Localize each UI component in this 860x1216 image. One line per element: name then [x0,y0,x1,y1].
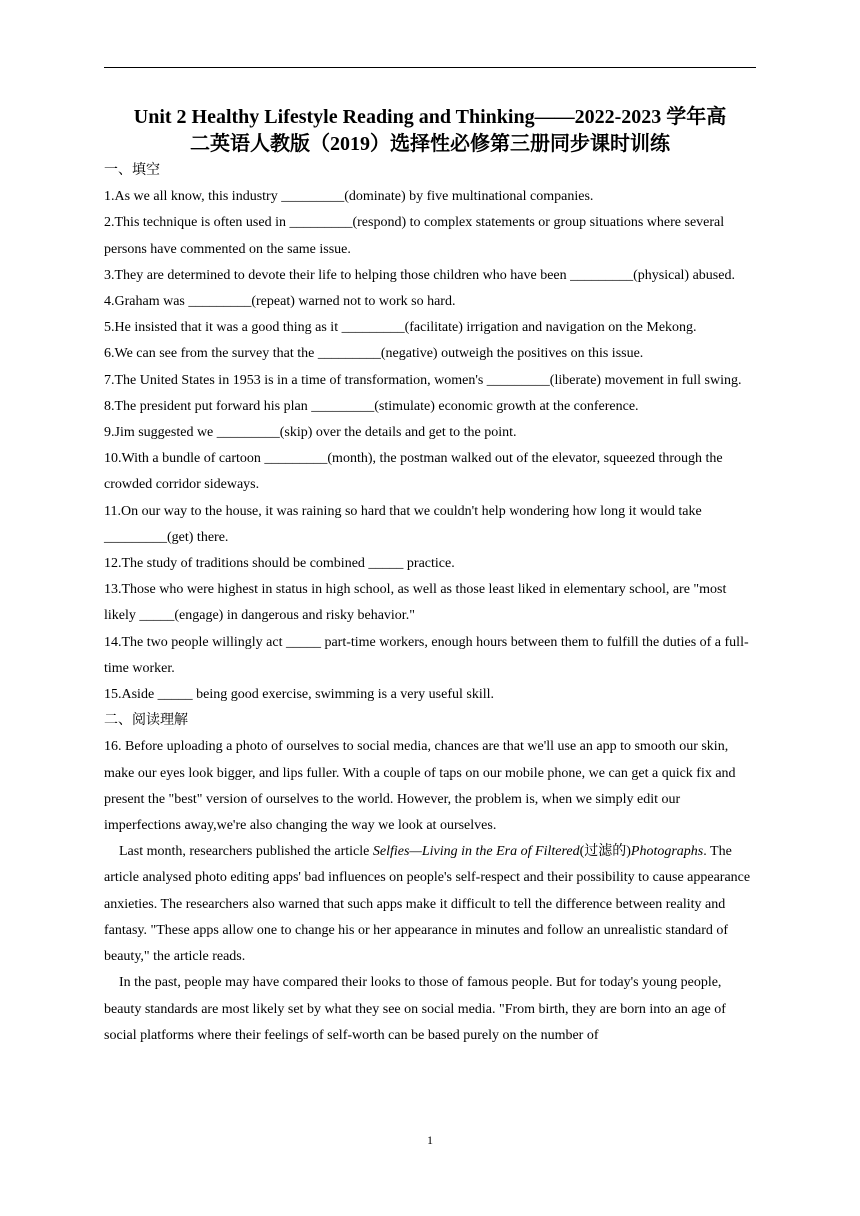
question-item-10: 10.With a bundle of cartoon _________(month), the postman walked out of the elevator, squeezed through the crowded corridor sideways. [104,451,723,493]
question-item-6: 6.We can see from the survey that the _________(negative) outweigh the positives on this issue. [104,346,644,362]
reading-paragraph-2 [104,839,756,970]
title-line-1: Unit 2 Healthy Lifestyle Reading and Thinking——2022-2023 学年高 [133,106,727,128]
question-item-15: 15.Aside _____ being good exercise, swimming is a very useful skill. [104,687,494,703]
question-item-9: 9.Jim suggested we _________(skip) over the details and get to the point. [104,425,517,441]
article-title-end: Photographs [630,844,704,860]
question-item-8: 8.The president put forward his plan _________(stimulate) economic growth at the conference. [104,398,639,414]
reading-paragraph-3: In the past, people may have compared their looks to those of famous people. But for today's young people, beauty standards are most likely set by what they see on social media. "From birth, they are born into an age of social platforms where their feelings of self-worth can be based purely on the number of [104,975,726,1043]
question-item-14: 14.The two people willingly act _____ part-time workers, enough hours between them to fulfill the duties of a full-time worker. [104,634,749,676]
question-item-1: 1.As we all know, this industry _________(dominate) by five multinational companies. [104,189,594,205]
question-item-4: 4.Graham was _________(repeat) warned not to work so hard. [104,294,456,310]
document-body [104,158,756,1049]
question-item-5: 5.He insisted that it was a good thing as it _________(facilitate) irrigation and navigation on the Mekong. [104,320,697,336]
article-title: Selfies—Living in the Era of Filtered [372,844,580,860]
paragraph-text: Last month, researchers published the article [119,844,373,860]
question-item-3: 3.They are determined to devote their life to helping those children who have been _________(physical) abused. [104,267,735,283]
header-rule [104,67,756,68]
paragraph-text: . The article analysed photo editing apps' bad influences on people's self-respect and their possibility to cause appearance anxieties. The researchers also warned that such apps make it difficult to tell the difference between reality and fantasy. "These apps allow one to change his or her appearance in minutes and follow an unrealistic standard of beauty," the article reads. [104,844,751,965]
gloss-note: (过滤的) [579,844,631,860]
section-heading-fill-in: 一、填空 [104,163,160,178]
question-item-12: 12.The study of traditions should be combined _____ practice. [104,556,455,572]
question-item-7: 7.The United States in 1953 is in a time of transformation, women's _________(liberate) movement in full swing. [104,372,742,388]
question-item-2: 2.This technique is often used in _________(respond) to complex statements or group situations where several persons have commented on the same issue. [104,215,725,257]
reading-paragraph-1: 16. Before uploading a photo of ourselves to social media, chances are that we'll use an app to smooth our skin, make our eyes look bigger, and lips fuller. With a couple of taps on our mobile phone, we can get a quick fix and present the "best" version of ourselves to the world. However, the problem is, when we simply edit our imperfections away,we're also changing the way we look at ourselves. [104,739,736,834]
question-item-13: 13.Those who were highest in status in high school, as well as those least liked in elementary school, are "most likely _____(engage) in dangerous and risky behavior." [104,582,727,624]
document-title [96,104,764,158]
page-number: 1 [427,1133,433,1147]
section-heading-reading: 二、阅读理解 [104,713,188,729]
question-item-11: 11.On our way to the house, it was raining so hard that we couldn't help wondering how long it would take _________(get) there. [104,503,702,545]
title-line-2: 二英语人教版（2019）选择性必修第三册同步课时训练 [190,133,670,155]
